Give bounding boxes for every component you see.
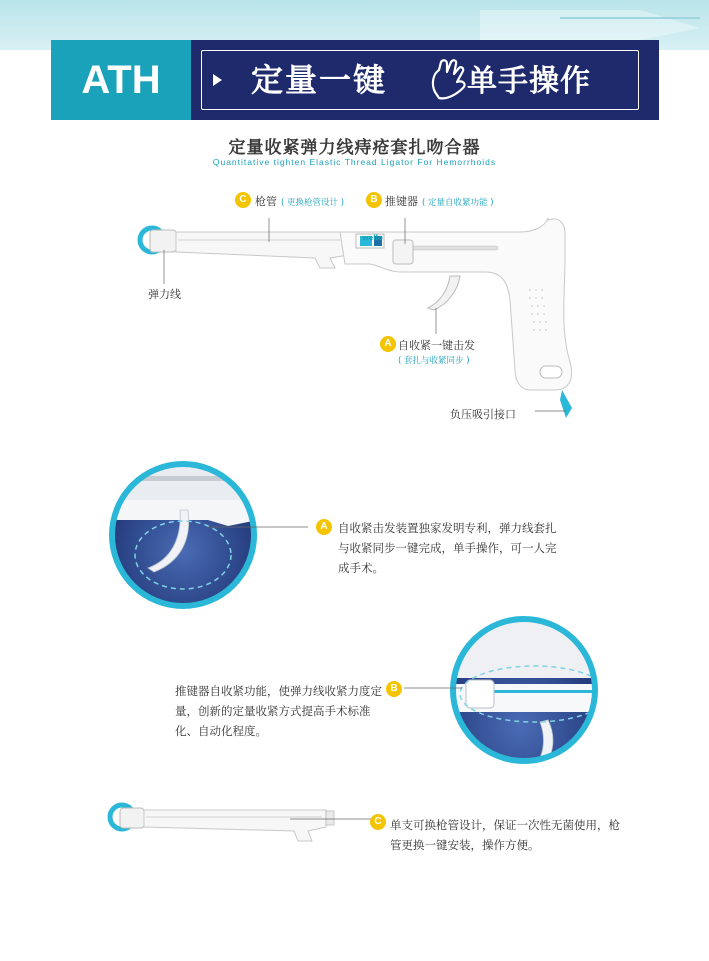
trigger-label: 自收紧一键击发	[398, 339, 475, 352]
feature-c-text: 单支可换枪管设计，保证一次性无菌使用，枪管更换一键安装，操作方便。	[390, 818, 620, 852]
marker-b: B	[366, 192, 382, 208]
detail-a-image	[108, 460, 308, 660]
pusher-label: 推键器	[385, 195, 418, 208]
trigger-note: ( 套扎与收紧同步 )	[398, 356, 470, 366]
marker-a: A	[380, 336, 396, 352]
barrel-illustration	[100, 795, 390, 865]
feature-b-marker: B	[386, 681, 402, 697]
header-banner	[51, 40, 659, 120]
feature-a-marker: A	[316, 519, 332, 535]
page-subtitle: Quantitative tighten Elastic Thread Ligator For Hemorrhoids	[212, 157, 497, 167]
slogan-left: 定量一键	[251, 61, 388, 99]
thread-label: 弹力线	[148, 288, 181, 301]
detail-b-leader	[392, 683, 462, 693]
feature-c-marker: C	[370, 814, 386, 830]
barrel-label: 枪管	[255, 195, 277, 208]
feature-a-text: 自收紧击发装置独家发明专利，弹力线套扎与收紧同步一键完成，单手操作，可一人完成手术。	[338, 521, 557, 575]
feature-b-text: 推键器自收紧功能，使弹力线收紧力度定量，创新的定量收紧方式提高手术标准化、自动化程度。	[175, 684, 382, 738]
marker-c: C	[235, 192, 251, 208]
hand-icon	[429, 58, 469, 102]
detail-b-image	[448, 614, 608, 774]
play-arrow-icon	[213, 74, 222, 86]
slogan-right: 单手操作	[467, 64, 591, 99]
brand-label: ATH	[51, 40, 191, 120]
page-title: 定量收紧弹力线痔疮套扎吻合器	[228, 138, 481, 158]
barrel-note: ( 更换枪管设计 )	[281, 198, 345, 208]
brand-mark: wello	[362, 234, 383, 242]
suction-port-label: 负压吸引接口	[450, 408, 516, 421]
pusher-note: ( 定量自收紧功能 )	[422, 198, 494, 208]
